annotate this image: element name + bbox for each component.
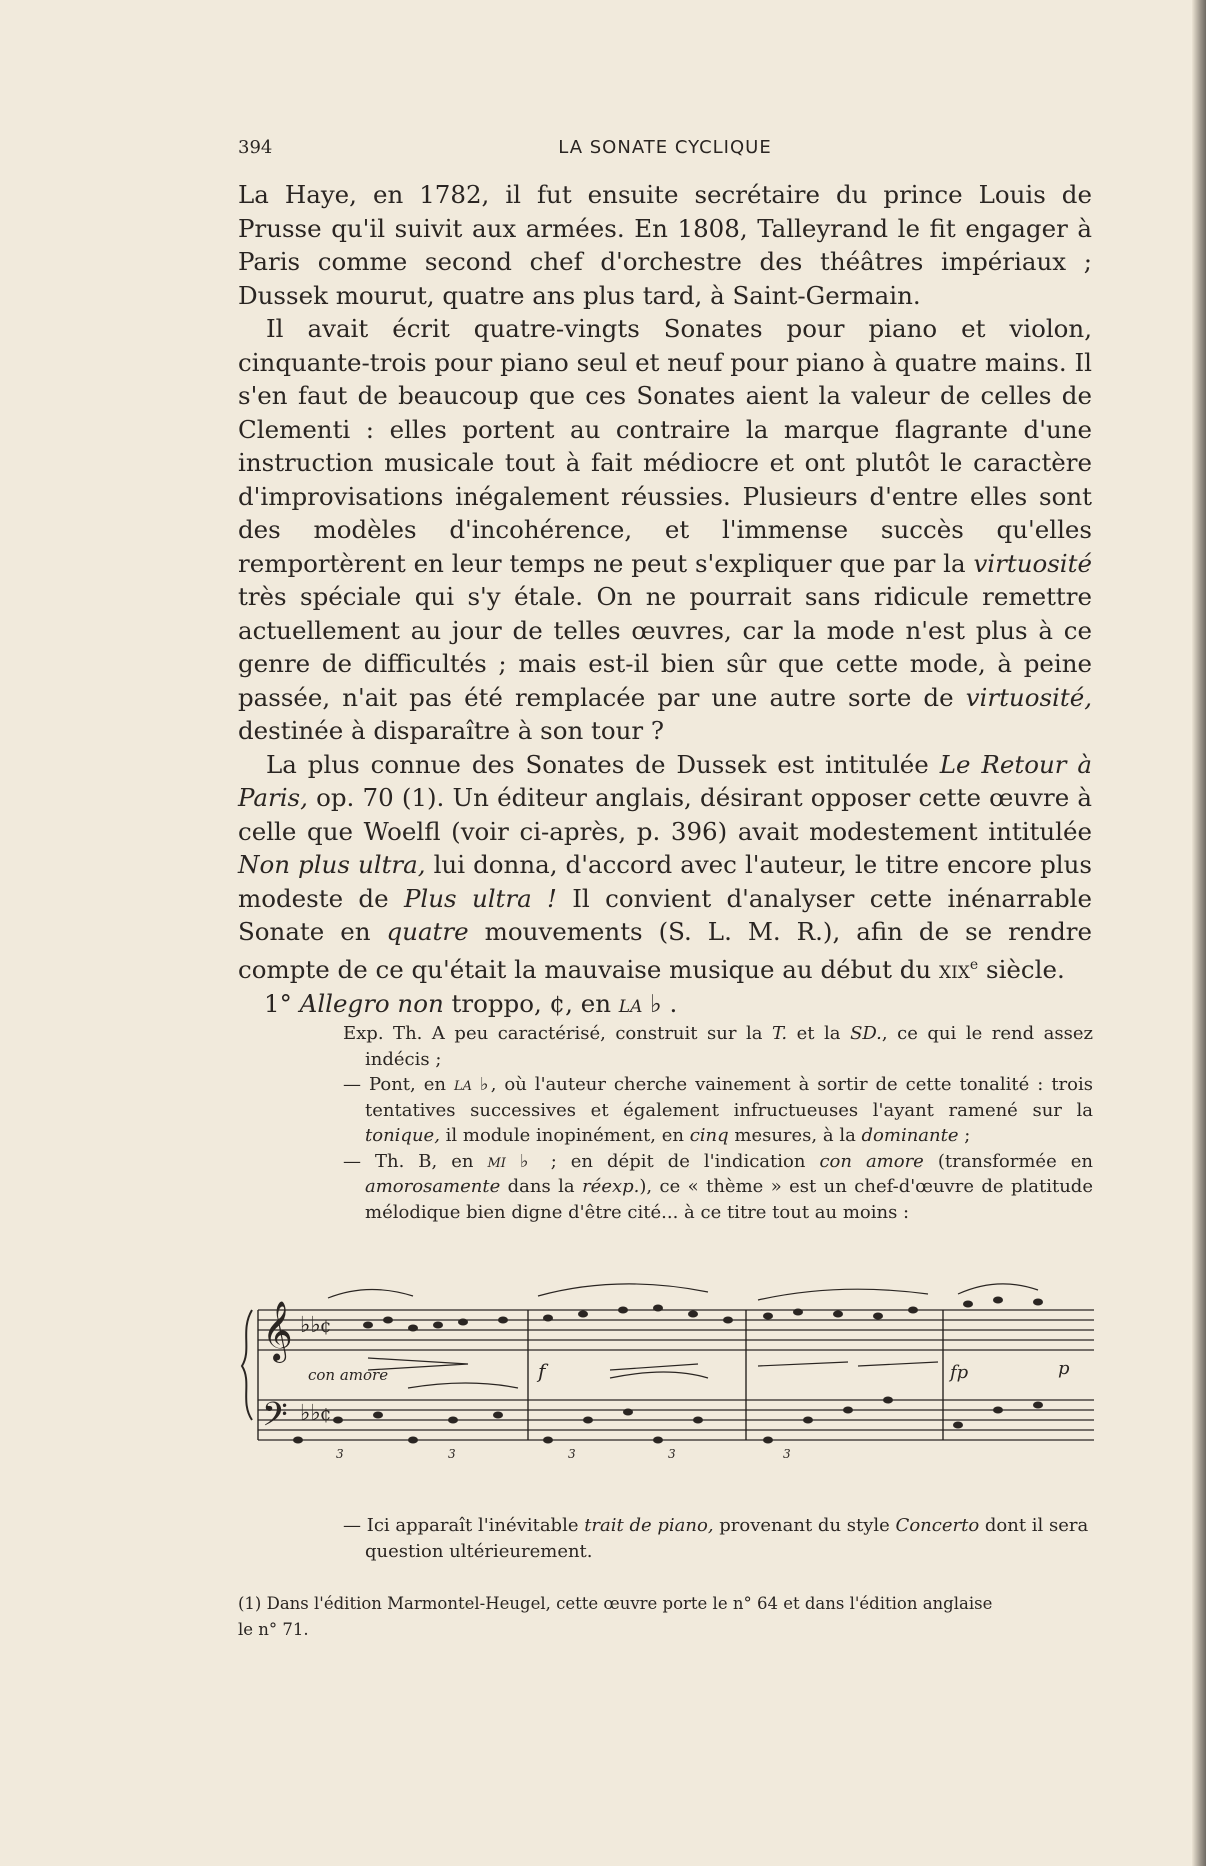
hairpin xyxy=(758,1362,848,1366)
key-signature: ♭♭ xyxy=(300,1313,321,1338)
triplet-mark: 3 xyxy=(668,1447,676,1461)
slur xyxy=(408,1383,518,1388)
footnote xyxy=(238,1591,1092,1643)
paragraph-2: Il avait écrit quatre-vingts Sonates pour piano et violon, cinquante-trois pour piano seul et neuf pour piano à quatre mains. Il s'en faut de beaucoup que ces Sonates aient la valeur de celles de Clementi : elles portent au contraire la marque flagrante d'une instruction musicale tout à fait médiocre et ont plutôt le caractère d'improvisations inégalement réussies. Plusieurs d'entre elles sont des modèles d'incohérence, et l'immense succès qu'elles remportèrent en leur temps ne peut s'expliquer que par la virtuosité très spéciale qui s'y étale. On ne pourrait sans ridicule remettre actuellement au jour de telles œuvres, car la mode n'est plus à ce genre de difficultés ; mais est-il bien sûr que cette mode, à peine passée, n'ait pas été remplacée par une autre sorte de virtuosité, destinée à disparaître à son tour ? xyxy=(238,314,1092,745)
note-after-example: — Ici apparaît l'inévitable trait de piano, provenant du style Concerto dont il sera question ultérieurement. xyxy=(343,1515,1089,1562)
bass-staff xyxy=(258,1400,1094,1440)
dynamic-fp: fp xyxy=(950,1362,969,1383)
key-signature: ♭♭ xyxy=(300,1401,321,1426)
slur xyxy=(958,1284,1038,1294)
triplet-mark: 3 xyxy=(336,1447,344,1461)
paragraph-3: La plus connue des Sonates de Dussek est intitulée Le Retour à Paris, op. 70 (1). Un éditeur anglais, désirant opposer cette œuvre à celle que Woelfl (voir ci-après, p. 396) avait modestement intitulée Non plus ultra, lui donna, d'accord avec l'auteur, le titre encore plus modeste de Plus ultra ! Il convient d'analyser cette inénarrable Sonate en quatre mouvements (S. L. M. R.), afin de se rendre compte de ce qu'était la mauvaise musique au début du xix$^e$ siècle. xyxy=(238,749,1092,984)
emphasis: virtuosité xyxy=(973,548,1092,578)
analysis-line-exposition: Exp. Th. A peu caractérisé, construit sur la T. et la SD., ce qui le rend assez indécis ; xyxy=(343,1023,1093,1070)
noteheads xyxy=(293,1297,1043,1444)
emphasis: Non plus ultra, xyxy=(238,850,426,879)
slur xyxy=(328,1289,413,1298)
treble-staff xyxy=(258,1310,1094,1350)
slur xyxy=(610,1372,708,1378)
analysis-notes xyxy=(343,1021,1093,1225)
triplet-mark: 3 xyxy=(783,1447,791,1461)
triplet-mark: 3 xyxy=(568,1447,576,1461)
slur xyxy=(758,1289,928,1300)
emphasis: Le Retour à Paris, xyxy=(238,749,1092,812)
page-number: 394 xyxy=(238,137,273,158)
running-title: LA SONATE CYCLIQUE xyxy=(558,137,772,158)
analysis-line-pont: — Pont, en la ♭, où l'auteur cherche vainement à sortir de cette tonalité : trois tentatives successives et également infructueuses l'ayant ramené sur la tonique, il module inopinément, en cinq mesures, à la dominante ; xyxy=(343,1074,1093,1146)
key-name: la ♭ xyxy=(618,989,662,1019)
treble-clef-icon: 𝄞 xyxy=(262,1301,293,1361)
page-edge-shadow xyxy=(1192,0,1206,1866)
hairpin xyxy=(610,1364,698,1370)
century-numeral: xix xyxy=(938,954,970,984)
time-signature: ¢ xyxy=(320,1404,332,1425)
bass-clef-icon: 𝄢 xyxy=(262,1396,288,1442)
analysis-line-theme-b: — Th. B, en mi ♭ ; en dépit de l'indication con amore (transformée en amorosamente dans la réexp.), ce « thème » est un chef-d'œuvre de platitude mélodique bien digne d'être cité... à ce titre tout au moins : xyxy=(343,1150,1093,1223)
emphasis: Plus ultra ! xyxy=(403,883,557,913)
paragraph-1: La Haye, en 1782, il fut ensuite secrétaire du prince Louis de Prusse qu'il suivit aux armées. En 1808, Talleyrand le fit engager à Paris comme second chef d'orchestre des théâtres impériaux ; Dussek mourut, quatre ans plus tard, à Saint-Germain. xyxy=(238,180,1092,310)
hairpin xyxy=(858,1362,938,1366)
dynamic-forte: f xyxy=(538,1359,546,1383)
superscript: e xyxy=(969,956,979,973)
triplet-mark: 3 xyxy=(448,1447,456,1461)
system-brace xyxy=(242,1310,252,1420)
emphasis: virtuosité, xyxy=(965,682,1092,712)
slur xyxy=(538,1284,708,1296)
time-signature: ¢ xyxy=(320,1316,332,1337)
expression-marking: con amore xyxy=(308,1366,389,1384)
dynamic-piano: p xyxy=(1058,1358,1070,1379)
footnote-line: le n° 71. xyxy=(238,1620,309,1639)
footnote-line: (1) Dans l'édition Marmontel-Heugel, cette œuvre porte le n° 64 et dans l'édition anglaise xyxy=(238,1594,993,1613)
running-header xyxy=(238,137,1092,167)
music-score-example xyxy=(238,1270,1094,1470)
movement-heading: 1° Allegro non troppo, ¢, en la ♭ . xyxy=(264,989,678,1019)
emphasis: quatre xyxy=(386,917,469,946)
main-text xyxy=(238,178,1092,1021)
